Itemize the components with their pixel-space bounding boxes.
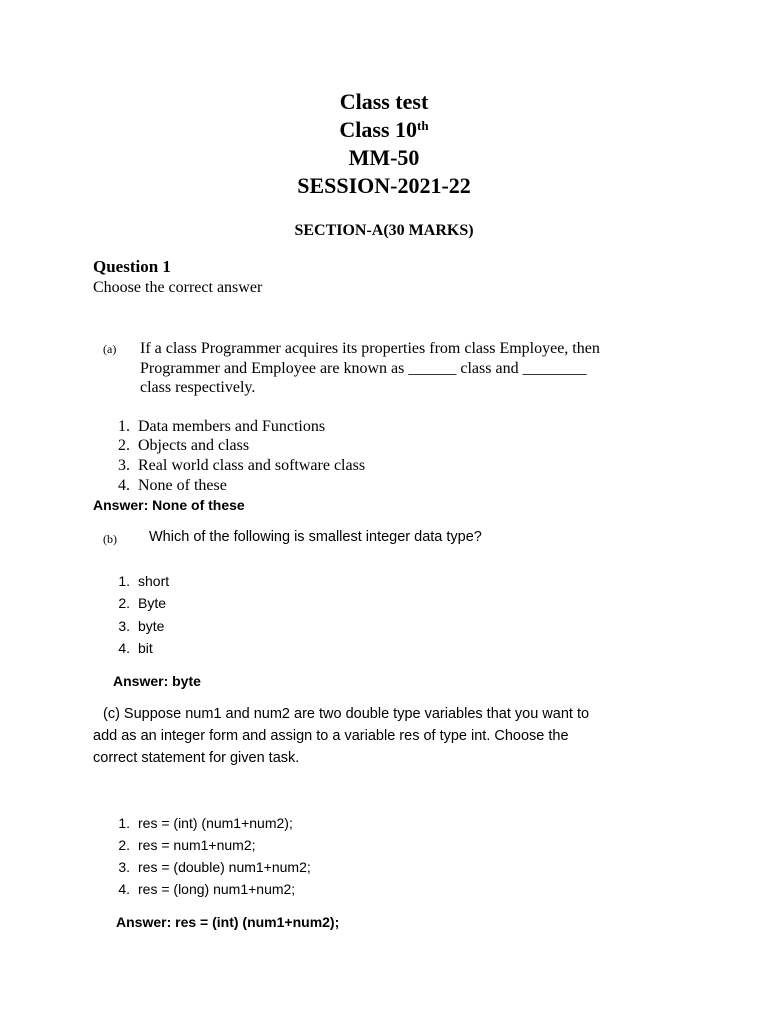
option-number: 4. [118,881,130,897]
option-number: 2. [118,595,130,611]
part-c-question [93,703,693,769]
option-item [104,477,227,495]
option-text: Data members and Functions [138,418,326,435]
option-text: res = (double) num1+num2; [138,859,311,875]
part-c-answer: Answer: res = (int) (num1+num2); [116,914,340,930]
option-item [104,640,153,656]
question-title: Question 1 [93,257,171,276]
part-a-question [140,339,600,398]
part-a-line-2: Programmer and Employee are known as ______ class and ________ [140,359,587,377]
option-number: 2. [118,437,130,454]
part-c-line-1: (c) Suppose num1 and num2 are two double type variables that you want to [103,706,590,722]
option-number: 4. [118,640,130,656]
option-text: res = num1+num2; [138,837,256,853]
option-item [104,618,164,634]
option-item [104,859,311,875]
option-item [104,418,325,436]
option-text: Objects and class [138,437,250,454]
option-text: res = (int) (num1+num2); [138,815,293,831]
part-c-line-2: add as an integer form and assign to a variable res of type int. Choose the [93,728,569,744]
section-heading: SECTION-A(30 MARKS) [294,222,474,239]
option-text: bit [138,640,153,656]
option-item [104,437,249,455]
option-item [104,573,169,589]
option-text: byte [138,618,165,634]
option-item [104,837,256,853]
option-item [104,881,295,897]
option-text: res = (long) num1+num2; [138,881,296,897]
question-instruction: Choose the correct answer [93,279,263,296]
class-heading [0,116,768,144]
part-b-question: Which of the following is smallest integer data type? [149,529,482,545]
max-marks: MM-50 [348,145,420,170]
option-item [104,595,166,611]
option-text: Real world class and software class [138,457,366,474]
part-a-label: (a) [103,342,117,356]
option-text: None of these [138,477,227,494]
option-number: 1. [118,815,130,831]
option-number: 1. [118,418,130,435]
part-a-line-1: If a class Programmer acquires its properties from class Employee, then [140,340,600,357]
part-c-line-3: correct statement for given task. [93,750,300,766]
part-a-line-3: class respectively. [140,379,256,396]
option-number: 3. [118,618,130,634]
part-b-label: (b) [103,532,117,546]
option-text: short [138,573,170,589]
option-item [104,457,365,475]
class-label: Class 10 [339,117,418,142]
page-title: Class test [339,89,429,114]
option-item [104,815,293,831]
option-number: 3. [118,859,130,875]
part-a-answer: Answer: None of these [93,497,245,513]
session-heading: SESSION-2021-22 [297,173,471,198]
option-text: Byte [138,595,167,611]
option-number: 2. [118,837,130,853]
part-b-answer: Answer: byte [113,673,201,689]
option-number: 4. [118,477,130,494]
class-superscript: th [417,118,429,133]
option-number: 3. [118,457,130,474]
option-number: 1. [118,573,130,589]
